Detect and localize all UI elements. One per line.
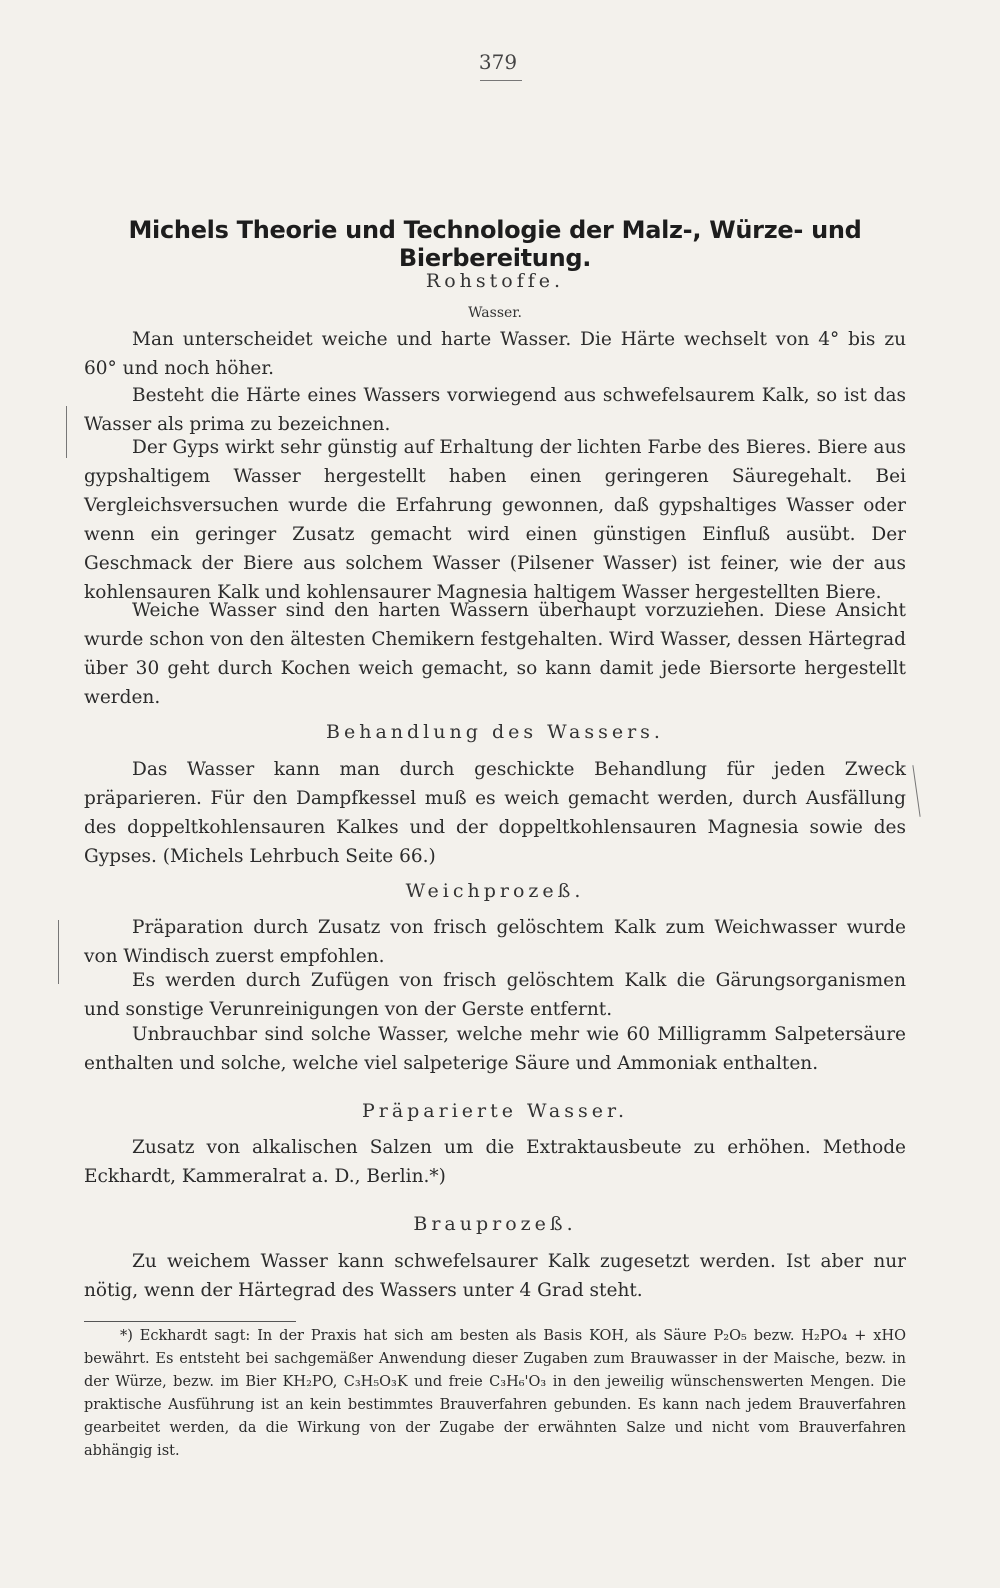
paragraph: Zu weichem Wasser kann schwefelsaurer Kalk zugesetzt werden. Ist aber nur nötig, wenn der Härtegrad des Wassers unter 4 Grad steht. <box>84 1251 906 1301</box>
heading-rohstoffe: Rohstoffe. <box>425 270 565 292</box>
footnote: *) Eckhardt sagt: In der Praxis hat sich am besten als Basis KOH, als Säure P₂O₅ bezw. H₂PO₄ + xHO bewährt. Es entsteht bei sachgemäßer Anwendung dieser Zugaben zum Brauwasser in der Maische, bezw. in der Würze, bezw. im Bier KH₂PO, C₃H₅O₃K und freie C₃H₆'O₃ in den jeweilig wünschenswerten Mengen. Die praktische Ausführung ist an kein bestimmtes Brauverfahren gebunden. Es kann nach jedem Brauverfahren gearbeitet werden, da die Wirkung von der Zugabe der erwähnten Salze und nicht vom Brauverfahren abhängig ist. <box>84 1328 906 1459</box>
margin-mark <box>66 406 67 458</box>
margin-mark <box>58 920 59 984</box>
heading-praeparierte-wasser: Präparierte Wasser. <box>361 1100 629 1122</box>
paragraph: Es werden durch Zufügen von frisch gelöschtem Kalk die Gärungsorganismen und sonstige Verunreinigungen von der Gerste entfernt. <box>84 970 906 1020</box>
document-title: Michels Theorie und Technologie der Malz-, Würze- und Bierbereitung. <box>128 216 862 272</box>
page-number: 379 <box>478 50 518 74</box>
footnote-rule <box>84 1321 296 1322</box>
page-number-rule <box>480 80 522 81</box>
margin-mark <box>912 765 920 817</box>
paragraph: Unbrauchbar sind solche Wasser, welche mehr wie 60 Milligramm Salpetersäure enthalten und solche, welche viel salpeterige Säure und Ammoniak enthalten. <box>84 1024 906 1074</box>
subheading-wasser: Wasser. <box>468 305 522 321</box>
heading-brauprozess: Brauprozeß. <box>413 1213 577 1235</box>
paragraph: Weiche Wasser sind den harten Wassern überhaupt vorzuziehen. Diese Ansicht wurde schon von den ältesten Chemikern festgehalten. Wird Wasser, dessen Härtegrad über 30 geht durch Kochen weich gemacht, so kann damit jede Biersorte hergestellt werden. <box>84 600 906 708</box>
paragraph: Man unterscheidet weiche und harte Wasser. Die Härte wechselt von 4° bis zu 60° und noch höher. <box>84 329 906 379</box>
paragraph: Präparation durch Zusatz von frisch gelöschtem Kalk zum Weichwasser wurde von Windisch zuerst empfohlen. <box>84 917 906 967</box>
paragraph: Besteht die Härte eines Wassers vorwiegend aus schwefelsaurem Kalk, so ist das Wasser als prima zu bezeichnen. <box>84 385 906 435</box>
paragraph: Das Wasser kann man durch geschickte Behandlung für jeden Zweck präparieren. Für den Dampfkessel muß es weich gemacht werden, durch Ausfällung des doppeltkohlensauren Kalkes und der doppeltkohlensauren Magnesia sowie des Gypses. (Michels Lehrbuch Seite 66.) <box>84 759 906 867</box>
paragraph: Zusatz von alkalischen Salzen um die Extraktausbeute zu erhöhen. Methode Eckhardt, Kammeralrat a. D., Berlin.*) <box>84 1137 906 1187</box>
heading-behandlung: Behandlung des Wassers. <box>326 721 664 743</box>
paragraph: Der Gyps wirkt sehr günstig auf Erhaltung der lichten Farbe des Bieres. Biere aus gypshaltigem Wasser hergestellt haben einen geringeren Säuregehalt. Bei Vergleichsversuchen wurde die Erfahrung gewonnen, daß gypshaltiges Wasser oder wenn ein geringer Zusatz gemacht wird einen günstigen Einfluß ausübt. Der Geschmack der Biere aus solchem Wasser (Pilsener Wasser) ist feiner, wie der aus kohlensauren Kalk und kohlensaurer Magnesia haltigem Wasser hergestellten Biere. <box>84 437 906 603</box>
heading-weichprozess: Weichprozeß. <box>405 880 585 902</box>
